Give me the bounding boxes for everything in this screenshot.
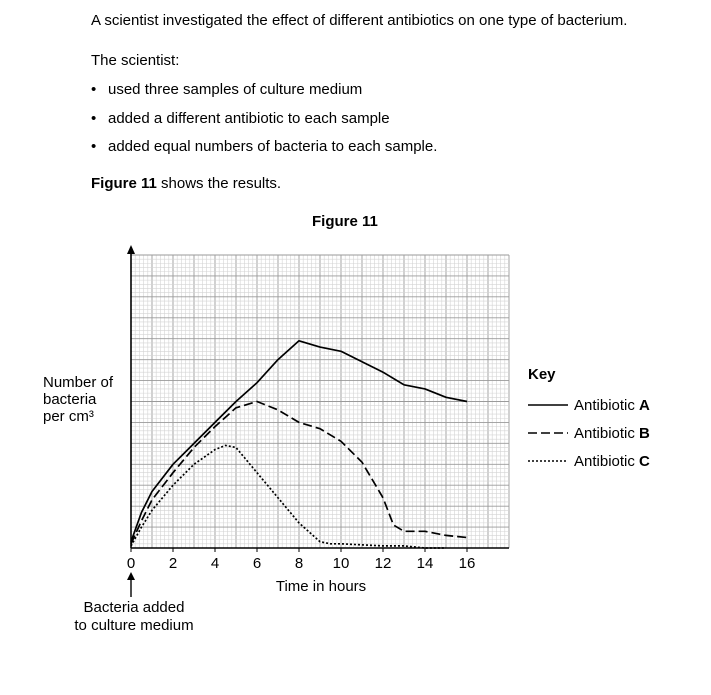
- x-tick-label: 12: [374, 555, 392, 572]
- bullet-dot-icon: •: [91, 81, 97, 98]
- figure-title: Figure 11: [312, 213, 378, 230]
- bullet-text: added equal numbers of bacteria to each sample.: [108, 138, 438, 155]
- bottom-note-line: to culture medium: [74, 617, 194, 634]
- x-tick-label: 16: [458, 555, 476, 572]
- y-axis-label-line: bacteria: [43, 391, 97, 408]
- legend-letter: C: [639, 452, 650, 470]
- bottom-note-line: Bacteria added: [83, 599, 185, 616]
- chart-axes: [127, 245, 509, 597]
- bullet-text: used three samples of culture medium: [108, 81, 363, 98]
- legend: [528, 366, 650, 475]
- legend-letter: A: [639, 396, 650, 414]
- x-tick-label: 8: [294, 555, 304, 572]
- bullet-dot-icon: •: [91, 138, 97, 155]
- legend-letter: B: [639, 424, 650, 442]
- x-tick-label: 10: [332, 555, 350, 572]
- intro-text: A scientist investigated the effect of different antibiotics on one type of bacterium.: [91, 12, 628, 29]
- legend-label: Antibiotic: [574, 396, 635, 414]
- legend-title: Key: [528, 366, 556, 383]
- x-tick-label: 6: [252, 555, 262, 572]
- legend-item-b: [528, 419, 650, 447]
- x-axis-label: Time in hours: [275, 578, 367, 595]
- legend-label: Antibiotic: [574, 424, 635, 442]
- subhead-text: The scientist:: [91, 52, 180, 69]
- figure-reference-bold: Figure 11: [91, 175, 157, 192]
- y-axis-label-line: per cm³: [43, 408, 94, 425]
- up-arrow-icon: [127, 572, 135, 580]
- x-tick-label: 4: [210, 555, 220, 572]
- legend-label: Antibiotic: [574, 452, 635, 470]
- y-axis-label: [43, 374, 113, 425]
- legend-item-c: [528, 447, 650, 475]
- solid-line-icon: [528, 400, 568, 410]
- x-tick-label: 14: [416, 555, 434, 572]
- x-tick-labels: [127, 548, 476, 572]
- figure-reference-rest: shows the results.: [156, 175, 282, 192]
- x-tick-label: 2: [168, 555, 178, 572]
- y-axis-label-line: Number of: [43, 374, 114, 391]
- x-tick-label: 0: [126, 555, 136, 572]
- series-line-dotted: [131, 445, 446, 548]
- bottom-note: [68, 599, 200, 635]
- dotted-line-icon: [528, 456, 568, 466]
- chart-grid: [131, 255, 509, 548]
- bullet-text: added a different antibiotic to each sample: [108, 109, 390, 127]
- y-axis-arrow-icon: [127, 245, 135, 254]
- legend-item-a: [528, 391, 650, 419]
- bullet-dot-icon: •: [91, 109, 97, 127]
- dashed-line-icon: [528, 428, 568, 438]
